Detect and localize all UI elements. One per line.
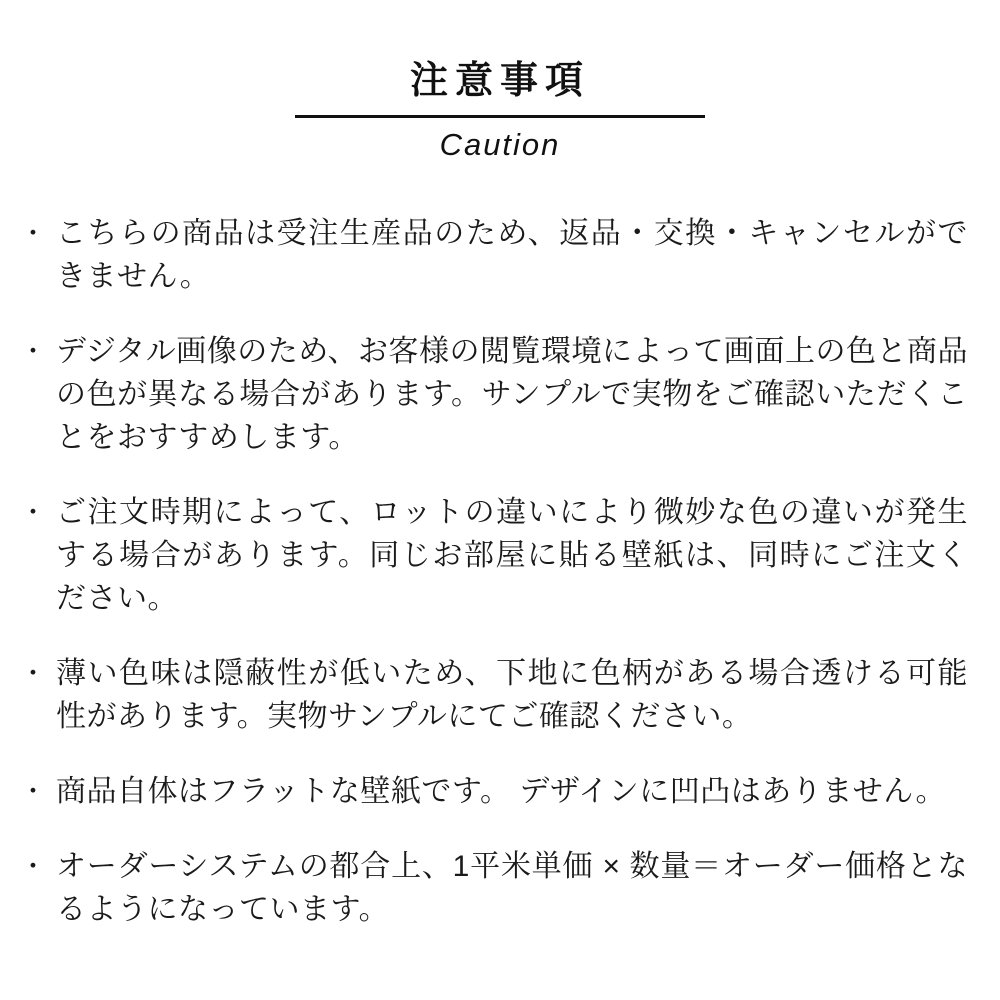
caution-text: 商品自体はフラットな壁紙です。 デザインに凹凸はありません。: [56, 775, 947, 809]
title-divider: [295, 115, 705, 118]
caution-list: [0, 212, 1000, 931]
bullet-icon: ・: [20, 658, 47, 689]
list-item: [20, 845, 968, 931]
list-item: [20, 652, 968, 738]
caution-text: オーダーシステムの都合上、1平米単価 × 数量＝オーダー価格となるようになっています。: [56, 850, 968, 927]
list-item: [20, 330, 968, 459]
list-item: [20, 770, 968, 813]
list-item: [20, 491, 968, 620]
list-item: [20, 212, 968, 298]
bullet-icon: ・: [20, 218, 47, 249]
page-title: 注意事項: [409, 60, 590, 102]
caution-text: ご注文時期によって、ロットの違いにより微妙な色の違いが発生する場合があります。同じお部屋に貼る壁紙は、同時にご注文ください。: [56, 496, 968, 616]
caution-text: 薄い色味は隠蔽性が低いため、下地に色柄がある場合透ける可能性があります。実物サンプルにてご確認ください。: [56, 657, 968, 734]
caution-text: デジタル画像のため、お客様の閲覧環境によって画面上の色と商品の色が異なる場合があります。サンプルで実物をご確認いただくことをおすすめします。: [56, 335, 968, 455]
bullet-icon: ・: [20, 776, 47, 807]
page-header: [0, 0, 1000, 162]
bullet-icon: ・: [20, 497, 47, 528]
caution-text: こちらの商品は受注生産品のため、返品・交換・キャンセルができません。: [56, 217, 968, 294]
page-subtitle: Caution: [439, 126, 561, 162]
bullet-icon: ・: [20, 336, 47, 367]
bullet-icon: ・: [20, 851, 47, 882]
